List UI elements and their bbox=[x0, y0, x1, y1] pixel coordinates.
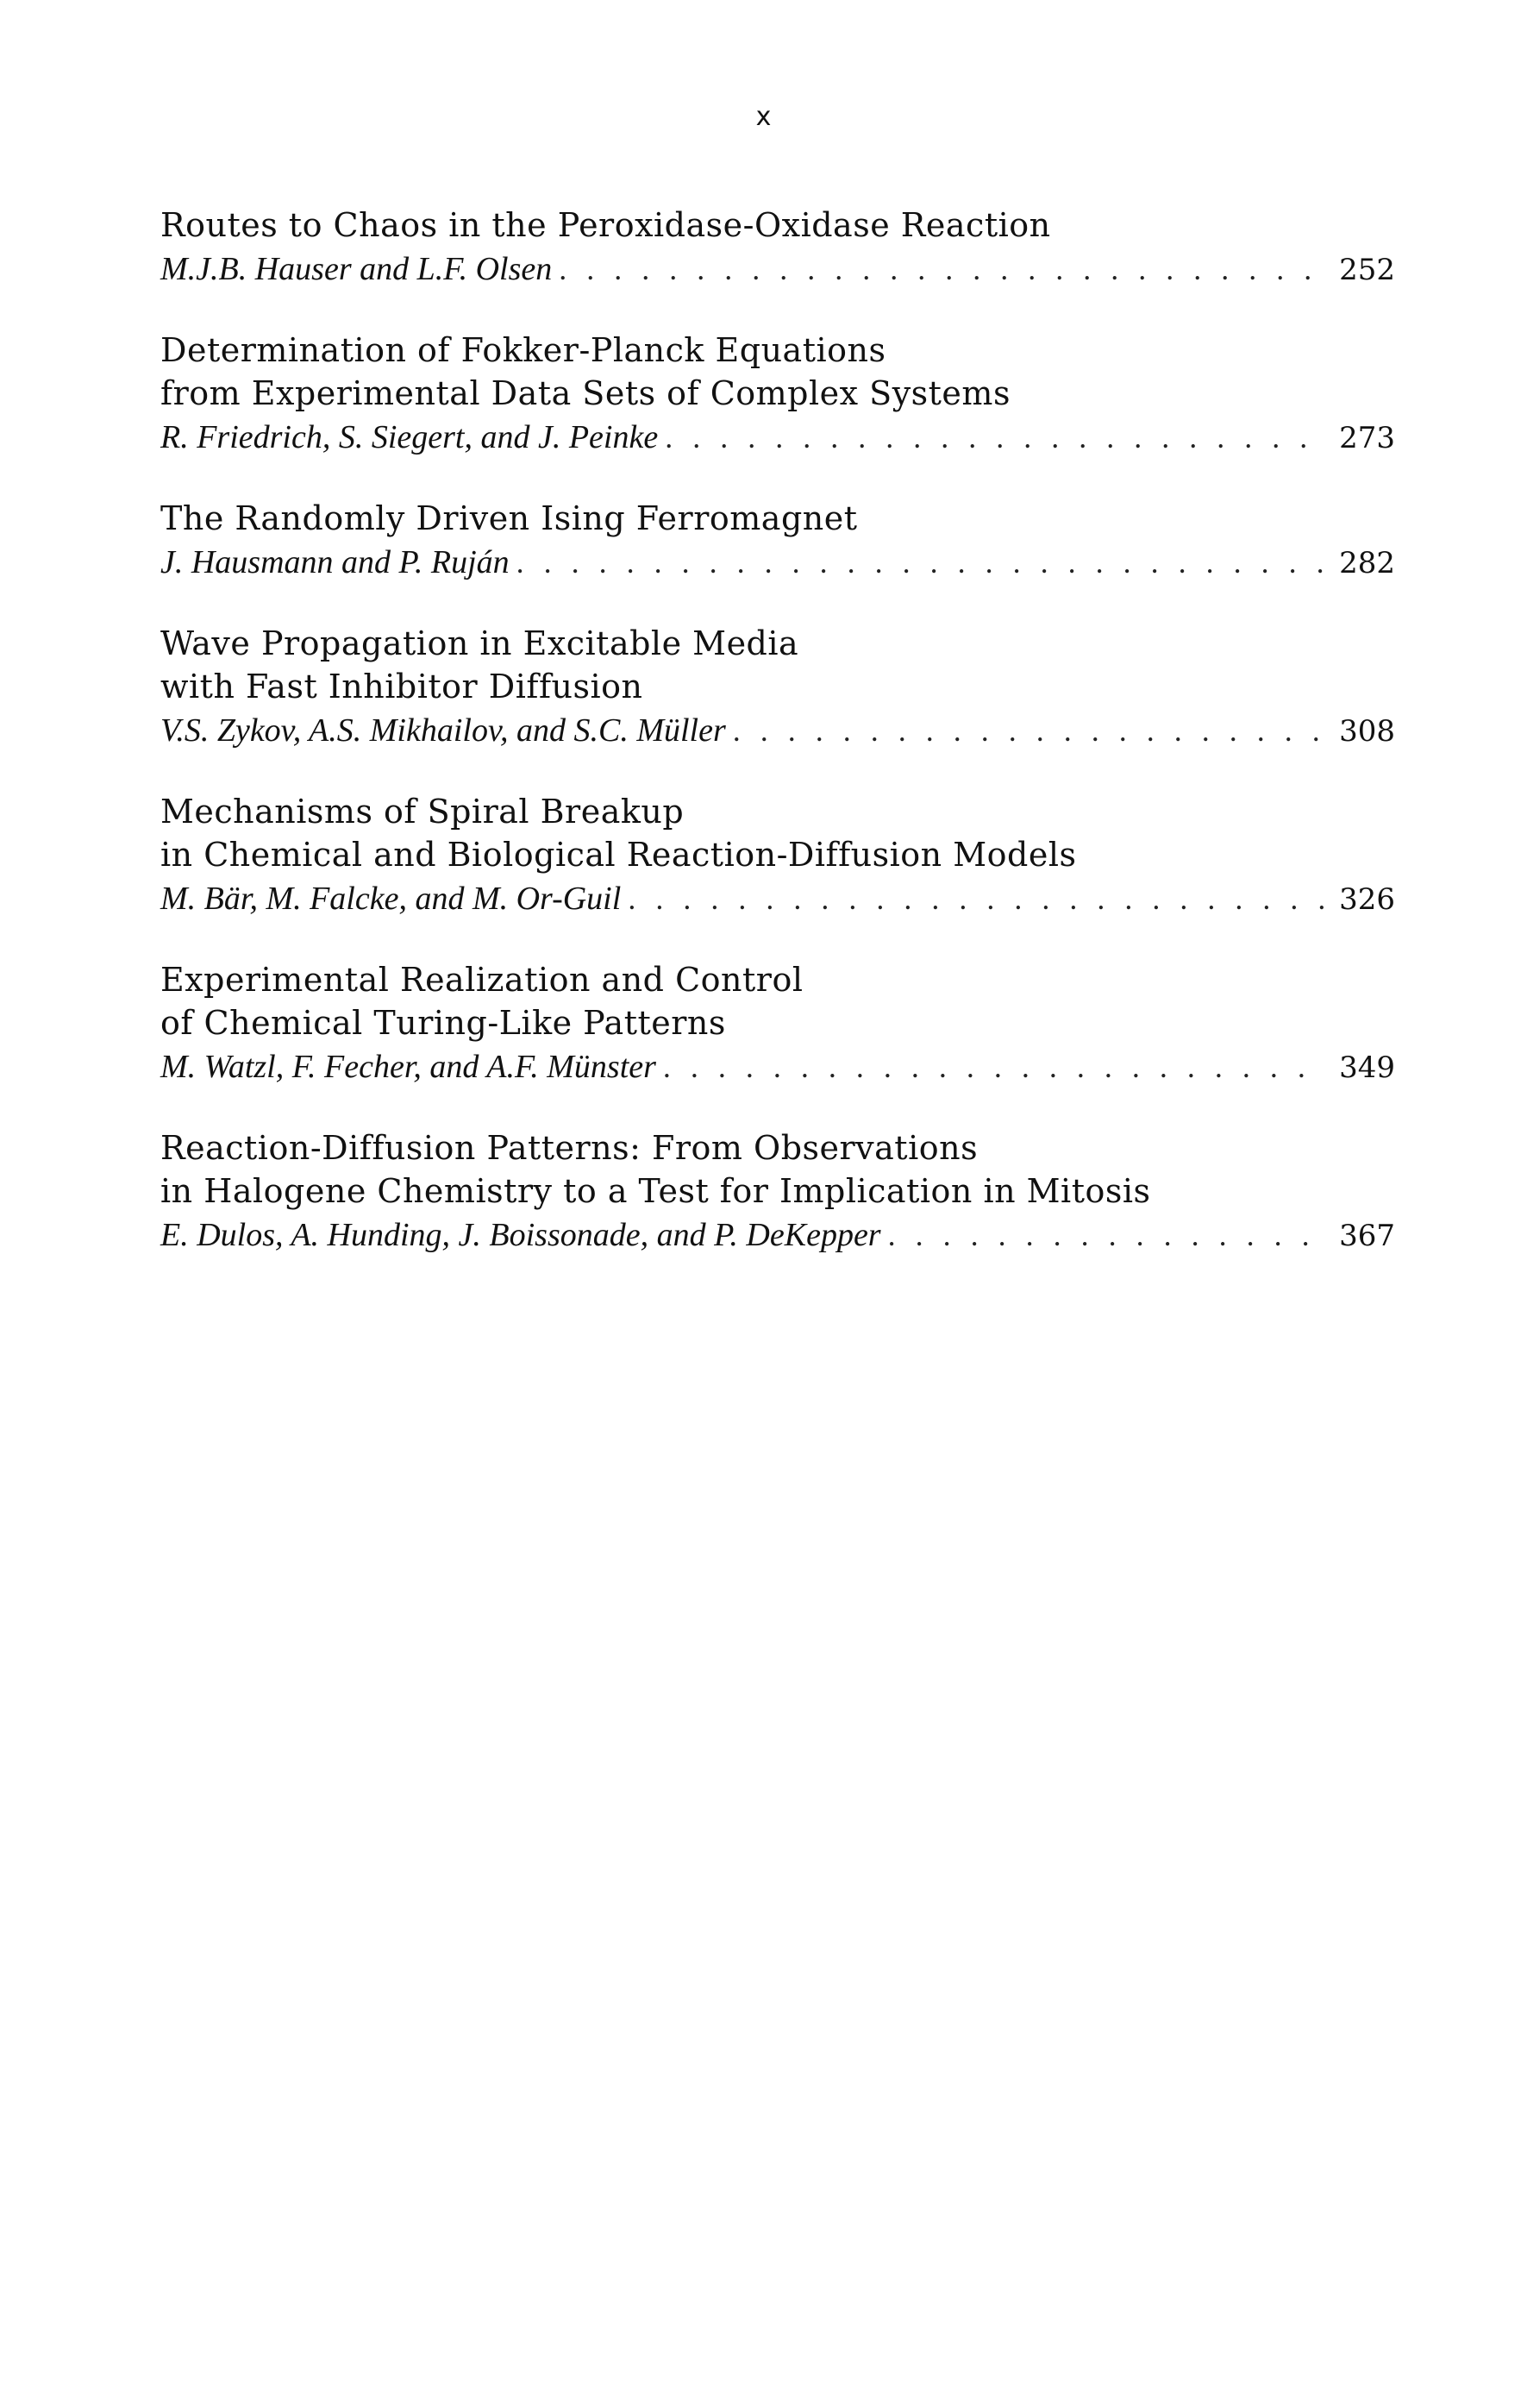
toc-entry bbox=[160, 622, 1395, 754]
entry-author-line bbox=[160, 1213, 1395, 1258]
entry-authors: E. Dulos, A. Hunding, J. Boissonade, and P. DeKepper bbox=[160, 1217, 881, 1253]
toc-entry bbox=[160, 790, 1395, 922]
entry-page-number: 367 bbox=[1339, 1219, 1395, 1253]
entry-author-line bbox=[160, 540, 1395, 586]
entry-title: Wave Propagation in Excitable Media bbox=[160, 624, 799, 662]
entry-page-number: 349 bbox=[1339, 1050, 1395, 1085]
dot-leader bbox=[559, 247, 1326, 292]
toc-entry bbox=[160, 958, 1395, 1090]
entry-page-number: 252 bbox=[1339, 253, 1395, 287]
entry-author-line bbox=[160, 1044, 1395, 1090]
entry-title-continued: from Experimental Data Sets of Complex Systems bbox=[160, 374, 1011, 412]
table-of-contents bbox=[160, 204, 1395, 1295]
entry-title: Determination of Fokker-Planck Equations bbox=[160, 331, 886, 369]
entry-authors: M. Watzl, F. Fecher, and A.F. Münster bbox=[160, 1049, 656, 1085]
entry-authors: M. Bär, M. Falcke, and M. Or-Guil bbox=[160, 881, 622, 917]
entry-authors: V.S. Zykov, A.S. Mikhailov, and S.C. Müller bbox=[160, 712, 726, 749]
entry-page-number: 282 bbox=[1339, 546, 1395, 580]
dot-leader bbox=[628, 876, 1326, 921]
dot-leader bbox=[665, 415, 1326, 460]
page-number: x bbox=[755, 102, 772, 132]
toc-entry bbox=[160, 204, 1395, 292]
toc-entry bbox=[160, 497, 1395, 586]
dot-leader bbox=[888, 1213, 1326, 1257]
entry-title: Mechanisms of Spiral Breakup bbox=[160, 793, 685, 831]
entry-author-line bbox=[160, 247, 1395, 292]
entry-title-continued: in Chemical and Biological Reaction-Diffusion Models bbox=[160, 836, 1077, 874]
entry-authors: M.J.B. Hauser and L.F. Olsen bbox=[160, 251, 553, 287]
entry-authors: J. Hausmann and P. Ruján bbox=[160, 544, 510, 580]
entry-author-line bbox=[160, 708, 1395, 754]
entry-page-number: 273 bbox=[1339, 421, 1395, 455]
entry-authors: R. Friedrich, S. Siegert, and J. Peinke bbox=[160, 419, 659, 455]
entry-page-number: 326 bbox=[1339, 882, 1395, 917]
entry-title: Experimental Realization and Control bbox=[160, 961, 804, 999]
entry-title-continued: in Halogene Chemistry to a Test for Implication in Mitosis bbox=[160, 1172, 1151, 1210]
entry-title: The Randomly Driven Ising Ferromagnet bbox=[160, 499, 858, 537]
dot-leader bbox=[733, 708, 1326, 753]
entry-title-continued: of Chemical Turing-Like Patterns bbox=[160, 1004, 726, 1042]
dot-leader bbox=[516, 540, 1326, 585]
toc-entry bbox=[160, 1126, 1395, 1258]
entry-author-line bbox=[160, 876, 1395, 922]
dot-leader bbox=[663, 1044, 1326, 1089]
toc-entry bbox=[160, 329, 1395, 461]
entry-title: Reaction-Diffusion Patterns: From Observations bbox=[160, 1129, 979, 1167]
entry-page-number: 308 bbox=[1339, 714, 1395, 749]
entry-author-line bbox=[160, 415, 1395, 461]
entry-title: Routes to Chaos in the Peroxidase-Oxidase Reaction bbox=[160, 206, 1051, 244]
entry-title-continued: with Fast Inhibitor Diffusion bbox=[160, 668, 643, 705]
